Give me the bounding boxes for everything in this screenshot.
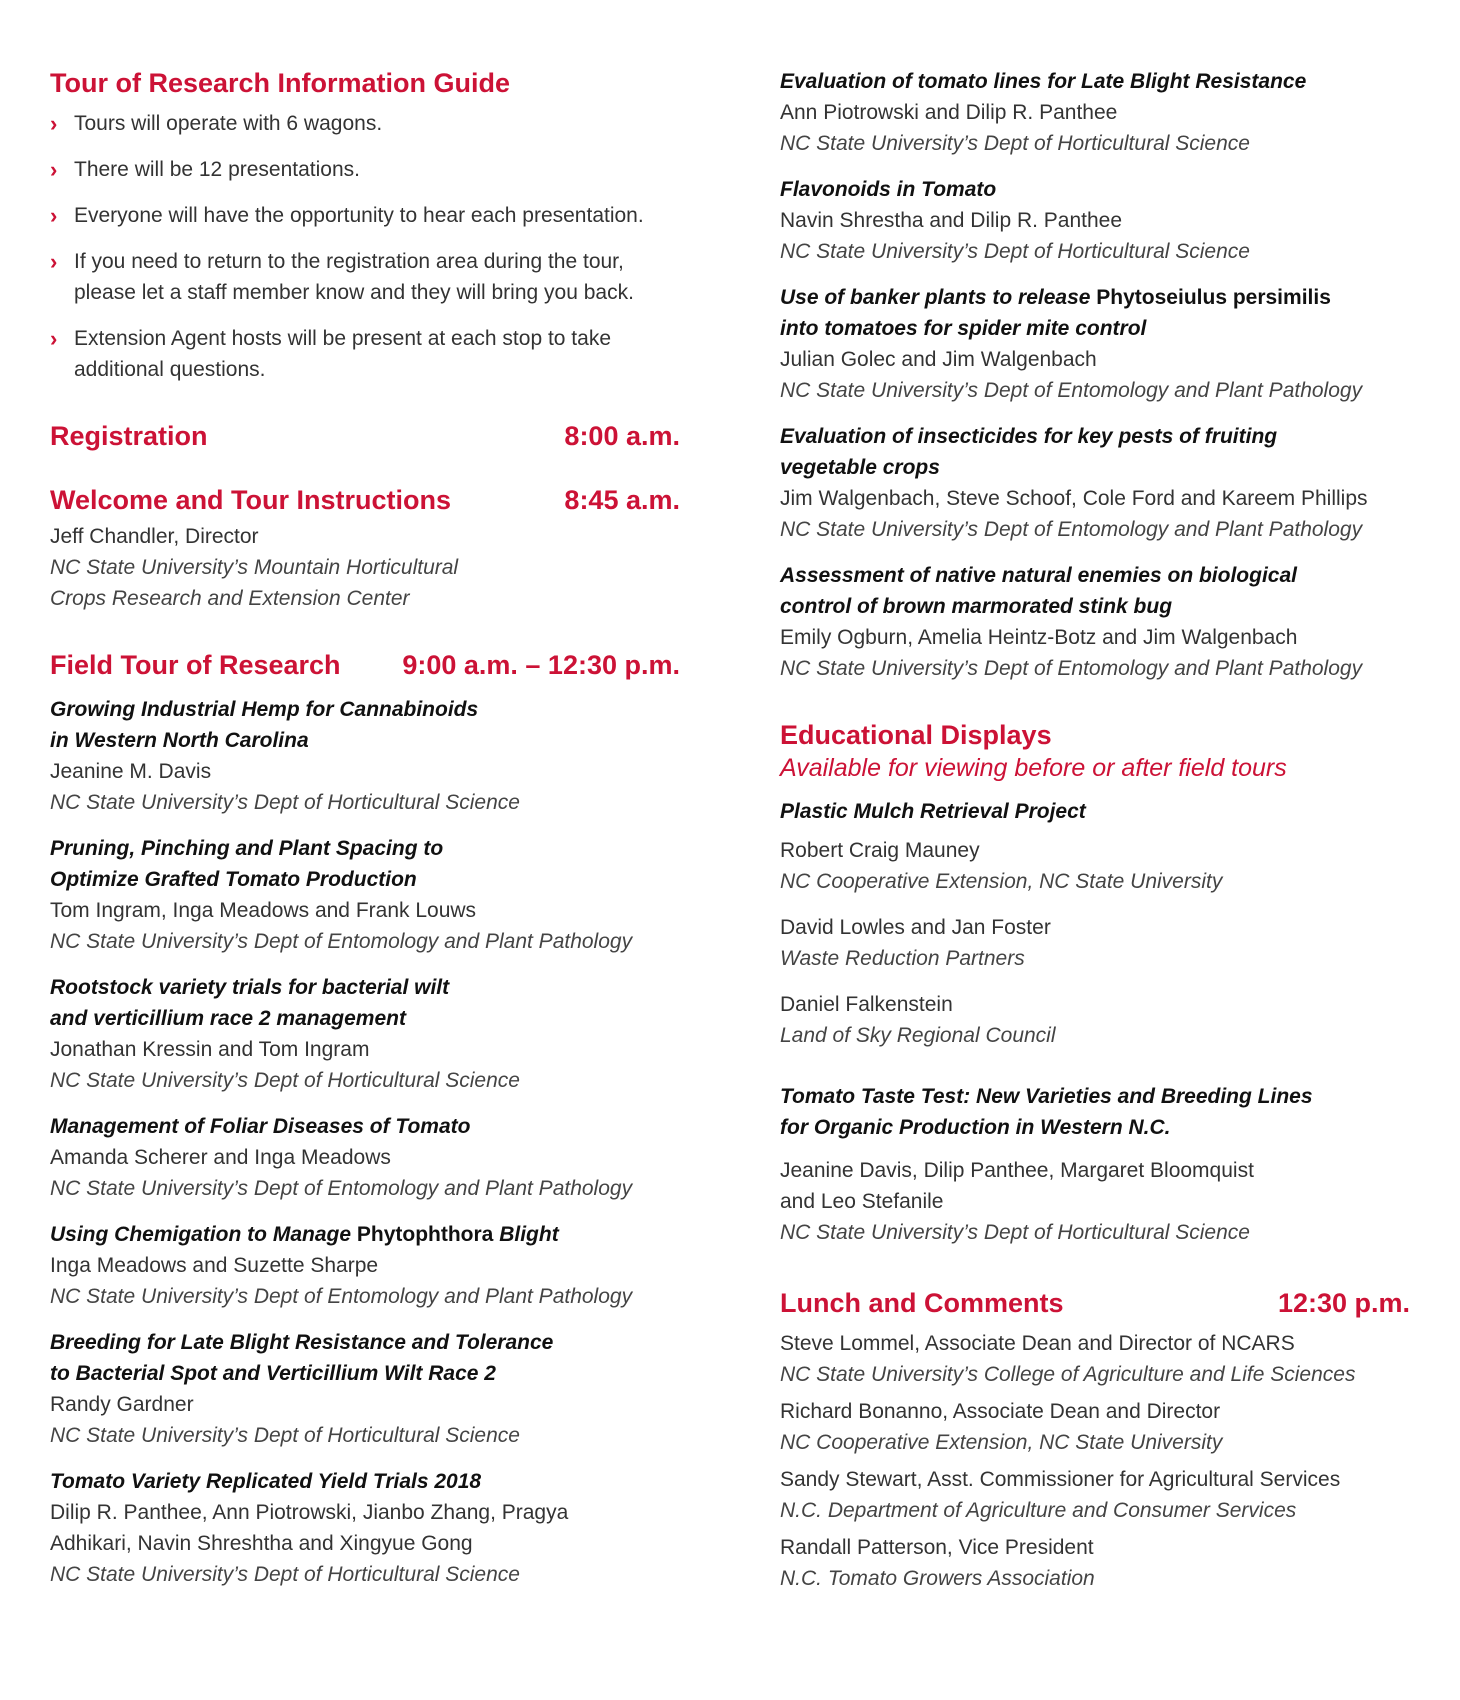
presentation-item: Evaluation of insecticides for key pests of fruiting vegetable crops Jim Walgenbach, Steve Schoof, Cole Ford and Kareem Phillips NC State University’s Dept of Entomology and Plant Pathology bbox=[780, 425, 1368, 541]
guide-bullet: › Tours will operate with 6 wagons. bbox=[50, 108, 690, 139]
chevron-right-icon: › bbox=[50, 157, 58, 182]
presentation-item: Breeding for Late Blight Resistance and Tolerance to Bacterial Spot and Verticillium Wilt Race 2 Randy Gardner NC State University’s Dept of Horticultural Science bbox=[50, 1331, 554, 1447]
lunch-speaker: Richard Bonanno, Associate Dean and Director NC Cooperative Extension, NC State University bbox=[780, 1400, 1223, 1454]
presentation-item: Rootstock variety trials for bacterial wilt and verticillium race 2 management Jonathan Kressin and Tom Ingram NC State University’s Dept of Horticultural Science bbox=[50, 976, 520, 1092]
presentation-item: Evaluation of tomato lines for Late Blight Resistance Ann Piotrowski and Dilip R. Panthee NC State University’s Dept of Horticultural Science bbox=[780, 70, 1307, 155]
presentation-item: Management of Foliar Diseases of Tomato Amanda Scherer and Inga Meadows NC State University’s Dept of Entomology and Plant Pathology bbox=[50, 1115, 633, 1200]
display-person: David Lowles and Jan Foster Waste Reduction Partners bbox=[780, 916, 1051, 970]
presentation-item: Assessment of native natural enemies on biological control of brown marmorated stink bug Emily Ogburn, Amelia Heintz-Botz and Jim Walgenbach NC State University’s Dept of Entomology and Plant Pathology bbox=[780, 564, 1363, 680]
guide-bullet: › Extension Agent hosts will be present at each stop to take additional questions. bbox=[50, 323, 634, 385]
presentation-item: Use of banker plants to release Phytoseiulus persimilis into tomatoes for spider mite control Julian Golec and Jim Walgenbach NC State University’s Dept of Entomology and Plant Pathology bbox=[780, 286, 1363, 402]
display-person: Daniel Falkenstein Land of Sky Regional Council bbox=[780, 993, 1056, 1047]
chevron-right-icon: › bbox=[50, 203, 58, 228]
chevron-right-icon: › bbox=[50, 111, 58, 136]
left-column bbox=[50, 66, 690, 1605]
presentation-item: Flavonoids in Tomato Navin Shrestha and Dilip R. Panthee NC State University’s Dept of Horticultural Science bbox=[780, 178, 1250, 263]
plastic-mulch-title: Plastic Mulch Retrieval Project bbox=[780, 800, 1086, 823]
welcome-title: Welcome and Tour Instructions bbox=[50, 485, 452, 515]
lunch-title: Lunch and Comments bbox=[780, 1288, 1064, 1318]
guide-bullet: › There will be 12 presentations. bbox=[50, 154, 690, 185]
welcome-details bbox=[50, 521, 690, 614]
registration-time: 8:00 a.m. bbox=[564, 421, 680, 451]
lunch-speaker: Sandy Stewart, Asst. Commissioner for Agricultural Services N.C. Department of Agriculture and Consumer Services bbox=[780, 1468, 1341, 1522]
welcome-heading bbox=[50, 483, 680, 517]
presentation-item: Growing Industrial Hemp for Cannabinoids in Western North Carolina Jeanine M. Davis NC State University’s Dept of Horticultural Science bbox=[50, 698, 520, 814]
welcome-affiliation-line1: NC State University’s Mountain Horticultural bbox=[50, 556, 459, 579]
guide-bullet: › If you need to return to the registration area during the tour, please let a staff member know and they will bring you back. bbox=[50, 246, 634, 308]
presentation-item: Pruning, Pinching and Plant Spacing to Optimize Grafted Tomato Production Tom Ingram, Inga Meadows and Frank Louws NC State University’s Dept of Entomology and Plant Pathology bbox=[50, 837, 633, 953]
displays-subtitle: Available for viewing before or after field tours bbox=[780, 754, 1287, 782]
chevron-right-icon: › bbox=[50, 326, 58, 351]
taste-test-item: Tomato Taste Test: New Varieties and Breeding Lines for Organic Production in Western N.C. Jeanine Davis, Dilip Panthee, Margaret Bloomquist and Leo Stefanile NC State University’s Dept of Horticultural Science bbox=[780, 1085, 1313, 1244]
displays-title: Educational Displays bbox=[780, 720, 1052, 750]
welcome-affiliation-line2: Crops Research and Extension Center bbox=[50, 587, 410, 610]
displays-section bbox=[780, 718, 1420, 1248]
guide-title: Tour of Research Information Guide bbox=[50, 68, 511, 98]
guide-bullet-list bbox=[50, 108, 690, 385]
field-tour-time: 9:00 a.m. – 12:30 p.m. bbox=[402, 650, 680, 680]
welcome-speaker: Jeff Chandler, Director bbox=[50, 525, 259, 548]
guide-bullet: › Everyone will have the opportunity to hear each presentation. bbox=[50, 200, 690, 231]
field-tour-heading bbox=[50, 648, 680, 682]
presentation-item: Tomato Variety Replicated Yield Trials 2018 Dilip R. Panthee, Ann Piotrowski, Jianbo Zhang, Pragya Adhikari, Navin Shreshtha and Xingyue Gong NC State University’s Dept of Horticultural Science bbox=[50, 1470, 569, 1586]
lunch-speaker: Randall Patterson, Vice President N.C. Tomato Growers Association bbox=[780, 1536, 1095, 1590]
registration-heading bbox=[50, 419, 680, 453]
field-tour-title: Field Tour of Research bbox=[50, 650, 341, 680]
chevron-right-icon: › bbox=[50, 249, 58, 274]
right-column bbox=[780, 66, 1420, 1594]
lunch-time: 12:30 p.m. bbox=[1277, 1288, 1410, 1318]
presentation-item: Using Chemigation to Manage Phytophthora Blight Inga Meadows and Suzette Sharpe NC State University’s Dept of Entomology and Plant Pathology bbox=[50, 1223, 633, 1308]
presentation-list bbox=[50, 694, 690, 1590]
lunch-speakers bbox=[780, 1328, 1420, 1594]
registration-title: Registration bbox=[50, 421, 208, 451]
lunch-speaker: Steve Lommel, Associate Dean and Director of NCARS NC State University’s College of Agriculture and Life Sciences bbox=[780, 1332, 1356, 1386]
display-person: Robert Craig Mauney NC Cooperative Extension, NC State University bbox=[780, 839, 1223, 893]
welcome-time: 8:45 a.m. bbox=[564, 485, 680, 515]
lunch-heading bbox=[780, 1286, 1410, 1320]
